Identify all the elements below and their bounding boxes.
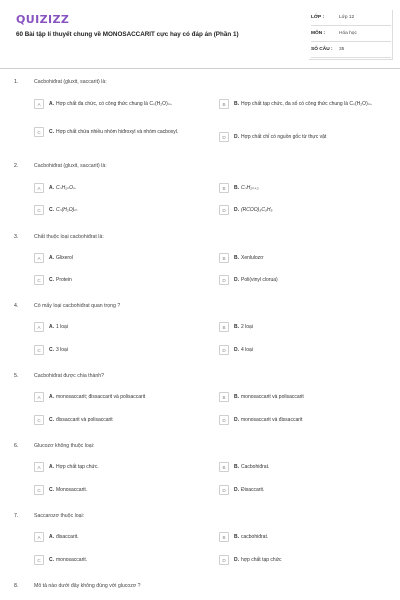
option-letter: D [219,345,229,355]
option-letter: C [34,205,44,215]
header-divider [0,68,400,69]
option-key: C. [49,276,54,283]
option-letter: A [34,462,44,472]
option-key: A. [49,184,54,191]
option-text: monosaccarit và polisaccarit [241,393,304,400]
option-b[interactable] [219,532,391,542]
option-text: monosaccarit và đissaccarit [241,416,303,423]
meta-row-subject [311,26,391,42]
question-number: 5. [14,373,19,379]
question-number: 6. [14,443,19,449]
option-letter: A [34,322,44,332]
option-letter: D [219,485,229,495]
meta-value: 35 [339,47,345,52]
option-letter: D [219,555,229,565]
question-text: Cacbohiđrat được chia thành? [34,373,105,379]
option-key: A. [49,533,54,540]
option-key: C. [49,486,54,493]
question-text: Glucozơ không thuộc loại: [34,443,95,449]
option-c[interactable] [34,275,209,285]
option-letter: D [219,205,229,215]
option-key: D. [234,276,239,283]
option-letter: A [34,99,44,109]
option-c[interactable] [34,415,209,425]
question-number: 3. [14,234,19,240]
option-key: C. [49,346,54,353]
option-key: D. [234,206,239,213]
option-key: D. [234,346,239,353]
option-key: D. [234,486,239,493]
meta-table [311,10,391,58]
option-key: B. [234,323,239,330]
option-text: đisaccarit. [56,533,79,540]
option-text: cacbohiđrat. [241,533,269,540]
option-a[interactable] [34,99,209,109]
question-text: Mô tả nào dưới đây không đúng với glucozơ ? [34,583,141,589]
option-key: A. [49,393,54,400]
option-letter: C [34,415,44,425]
option-key: C. [49,416,54,423]
question-text: Chất thuộc loại cacbohiđrat là: [34,234,104,240]
option-text: Protein [56,276,72,283]
option-letter: A [34,532,44,542]
option-text: Đisaccarit. [241,486,265,493]
option-key: B. [234,463,239,470]
option-letter: B [219,253,229,263]
question-number: 4. [14,303,19,309]
option-d[interactable] [219,205,391,215]
question-number: 1. [14,79,19,85]
option-text: Hợp chất đa chức, có công thức chung là Cₙ(H₂O)ₘ. [56,100,173,107]
option-d[interactable] [219,275,391,285]
option-b[interactable] [219,253,391,263]
option-letter: A [34,183,44,193]
option-letter: B [219,392,229,402]
option-a[interactable] [34,532,209,542]
option-letter: C [34,127,44,137]
meta-row-class [311,10,391,26]
option-letter: C [34,485,44,495]
option-text: hợp chất tạp chức [241,556,282,563]
option-text: Glixerol [56,254,73,261]
meta-key: SỐ CÂU : [311,47,333,52]
option-text: đissaccarit và polisaccarit [56,416,113,423]
option-d[interactable] [219,415,391,425]
option-key: C. [49,206,54,213]
option-letter: B [219,183,229,193]
option-letter: D [219,415,229,425]
quizizz-logo: QUIZIZZ [16,13,70,26]
option-d[interactable] [219,555,391,565]
option-text: Hợp chất tạp chức, đa số có công thức chung là Cₙ(H₂O)ₘ. [241,100,373,107]
option-letter: B [219,99,229,109]
option-text: Hợp chất chứa nhiều nhóm hiđroxyl và nhóm cacboxyl. [56,128,179,135]
option-text: CₙH₂ₙ₊₂ [241,184,259,191]
meta-key: MÔN : [311,31,326,36]
option-letter: C [34,275,44,285]
option-text: Cₙ(H₂O)ₘ [56,206,78,213]
option-text: Hợp chất chỉ có nguồn gốc từ thực vật [241,133,327,140]
option-key: B. [234,100,239,107]
option-text: 2 loại [241,323,253,330]
option-b[interactable] [219,462,391,472]
option-a[interactable] [34,392,209,402]
option-c[interactable] [34,205,209,215]
option-c[interactable] [34,127,209,137]
question-number: 7. [14,513,19,519]
question-text: Saccarozơ thuộc loại: [34,513,85,519]
question-text: Cacbohiđrat (gluxit, saccarit) là: [34,79,107,85]
option-key: B. [234,184,239,191]
document-header [0,0,400,66]
question-text: Cacbohiđrat (gluxit, saccarit) là: [34,163,107,169]
option-letter: B [219,462,229,472]
option-text: 3 loại [56,346,68,353]
option-text: Cacbohiđrat. [241,463,270,470]
option-text: Xenlulozơ [241,254,264,261]
option-b[interactable] [219,322,391,332]
option-text: (RCOO)₃C₃H₅ [241,206,273,213]
meta-value: Lớp 12 [339,15,355,20]
meta-row-count [311,42,391,58]
option-key: D. [234,556,239,563]
option-letter: D [219,132,229,142]
option-c[interactable] [34,345,209,355]
option-d[interactable] [219,132,391,142]
option-key: A. [49,463,54,470]
option-text: Hợp chất tạp chức. [56,463,99,470]
option-letter: B [219,322,229,332]
option-letter: D [219,275,229,285]
option-b[interactable] [219,392,391,402]
option-d[interactable] [219,345,391,355]
page-title: 60 Bài tập lí thuyết chung về MONOSACCARIT cực hay có đáp án (Phần 1) [16,31,239,38]
option-d[interactable] [219,485,391,495]
option-key: D. [234,416,239,423]
meta-key: LỚP : [311,15,325,20]
option-a[interactable] [34,322,209,332]
option-letter: A [34,253,44,263]
question-text: Có mấy loại cacbohiđrat quan trọng ? [34,303,121,309]
option-text: monosaccarit; đissaccarit và polisaccarit [56,393,146,400]
option-a[interactable] [34,183,209,193]
option-letter: C [34,345,44,355]
option-key: B. [234,393,239,400]
option-text: Monosaccarit. [56,486,88,493]
option-b[interactable] [219,99,391,109]
option-key: D. [234,133,239,140]
option-key: C. [49,556,54,563]
option-letter: A [34,392,44,402]
option-text: CₙH₂ₙOₙ. [56,184,77,191]
option-text: 1 loại [56,323,68,330]
option-key: B. [234,254,239,261]
option-b[interactable] [219,183,391,193]
option-key: A. [49,323,54,330]
option-letter: B [219,532,229,542]
option-key: C. [49,128,54,135]
option-text: monosaccarit. [56,556,88,563]
question-number: 8. [14,583,19,589]
option-key: A. [49,100,54,107]
option-a[interactable] [34,253,209,263]
option-key: B. [234,533,239,540]
option-letter: C [34,555,44,565]
option-text: 4 loại [241,346,253,353]
option-key: A. [49,254,54,261]
question-number: 2. [14,163,19,169]
meta-value: Hóa học [339,31,357,36]
option-c[interactable] [34,485,209,495]
option-text: Poli(vinyl clorua) [241,276,278,283]
option-a[interactable] [34,462,209,472]
option-c[interactable] [34,555,209,565]
